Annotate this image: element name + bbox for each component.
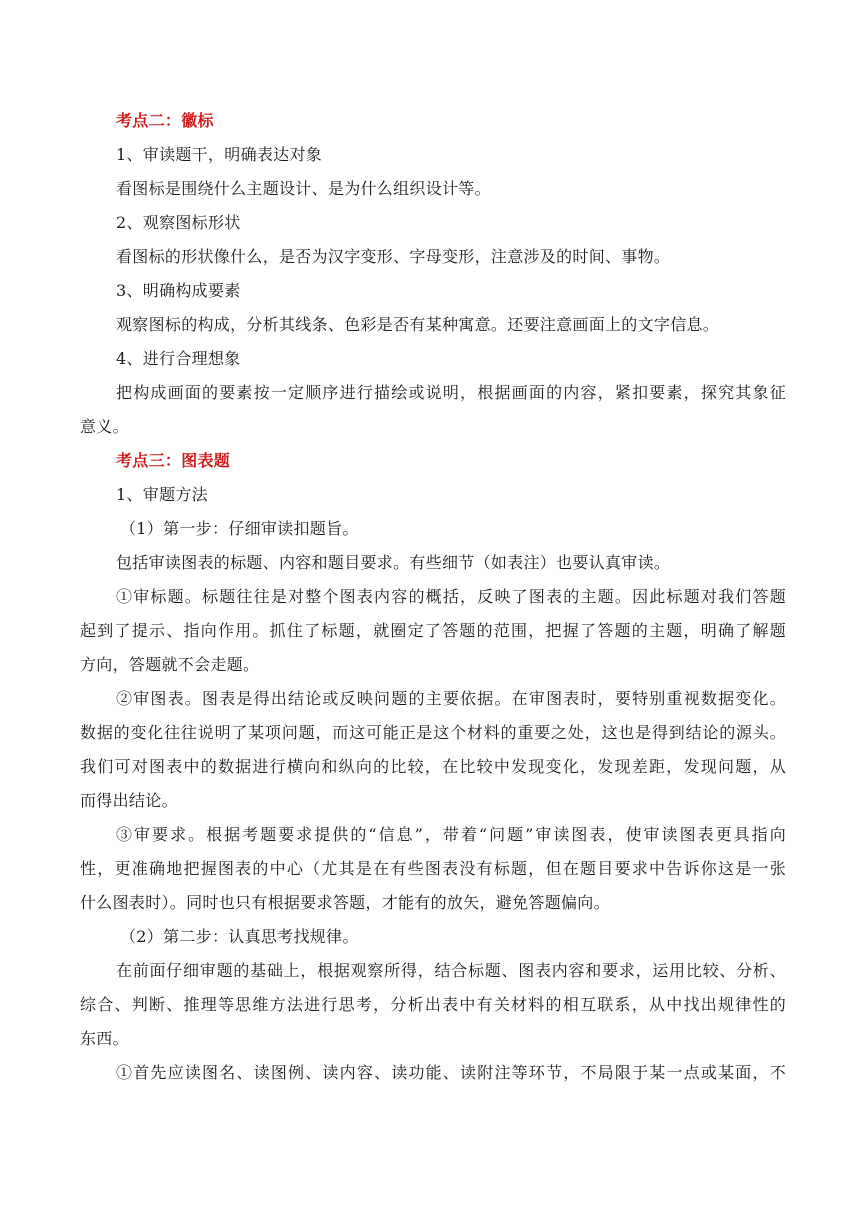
chart-substep-1: （1）第一步：仔细审读扣题旨。: [120, 519, 359, 538]
paragraph-line: 在前面仔细审题的基础上，根据观察所得，结合标题、图表内容和要求，运用比较、分析、: [116, 961, 786, 980]
emblem-step-2: 2、观察图标形状: [116, 213, 241, 232]
document-page: [80, 104, 786, 1090]
paragraph-find-patterns: [80, 954, 786, 1056]
paragraph-review-requirements: [80, 818, 786, 920]
paragraph-line: 起到了提示、指向作用。抓住了标题，就圈定了答题的范围，把握了答题的主题，明确了解题: [80, 621, 786, 640]
paragraph-line: ②审图表。图表是得出结论或反映问题的主要依据。在审图表时，要特别重视数据变化。: [116, 689, 786, 708]
paragraph-review-chart: [80, 682, 786, 818]
paragraph-line: 方向，答题就不会走题。: [80, 655, 260, 674]
emblem-step-3: 3、明确构成要素: [116, 281, 241, 300]
emblem-step-1-text: 看图标是围绕什么主题设计、是为什么组织设计等。: [116, 179, 491, 198]
section-heading-emblem: 考点二：徽标: [116, 111, 214, 130]
emblem-step-4-paragraph: [80, 376, 786, 444]
paragraph-line: 意义。: [80, 417, 129, 436]
chart-substep-2: （2）第二步：认真思考找规律。: [120, 927, 359, 946]
paragraph-read-chart-elements: [80, 1056, 786, 1090]
section-heading-chart: 考点三：图表题: [116, 451, 231, 470]
chart-method: 1、审题方法: [116, 485, 208, 504]
emblem-step-3-text: 观察图标的构成，分析其线条、色彩是否有某种寓意。还要注意画面上的文字信息。: [116, 315, 720, 334]
paragraph-line: ①审标题。标题往往是对整个图表内容的概括，反映了图表的主题。因此标题对我们答题: [116, 587, 786, 606]
paragraph-line: 把构成画面的要素按一定顺序进行描绘或说明，根据画面的内容，紧扣要素，探究其象征: [116, 383, 786, 402]
paragraph-review-title: [80, 580, 786, 682]
emblem-step-1: 1、审读题干，明确表达对象: [116, 145, 323, 164]
paragraph-line: ③审要求。根据考题要求提供的“信息”，带着“问题”审读图表，使审读图表更具指向: [116, 825, 786, 844]
emblem-step-2-text: 看图标的形状像什么，是否为汉字变形、字母变形，注意涉及的时间、事物。: [116, 247, 671, 266]
paragraph-line: 我们可对图表中的数据进行横向和纵向的比较，在比较中发现变化，发现差距，发现问题，从: [80, 757, 786, 776]
paragraph-line: 什么图表时）。同时也只有根据要求答题，才能有的放矢，避免答题偏向。: [80, 893, 610, 912]
emblem-step-4: 4、进行合理想象: [116, 349, 241, 368]
paragraph-line: 综合、判断、推理等思维方法进行思考，分析出表中有关材料的相互联系，从中找出规律性的: [80, 995, 786, 1014]
paragraph-line: 而得出结论。: [80, 791, 178, 810]
paragraph-line: 数据的变化往往说明了某项问题，而这可能正是这个材料的重要之处，这也是得到结论的源头。: [80, 723, 786, 742]
paragraph-line: ①首先应读图名、读图例、读内容、读功能、读附注等环节，不局限于某一点或某面，不: [116, 1063, 786, 1082]
paragraph-line: 性，更准确地把握图表的中心（尤其是在有些图表没有标题，但在题目要求中告诉你这是一张: [80, 859, 786, 878]
chart-substep-1-text: 包括审读图表的标题、内容和题目要求。有些细节（如表注）也要认真审读。: [116, 553, 671, 572]
paragraph-line: 东西。: [80, 1029, 129, 1048]
